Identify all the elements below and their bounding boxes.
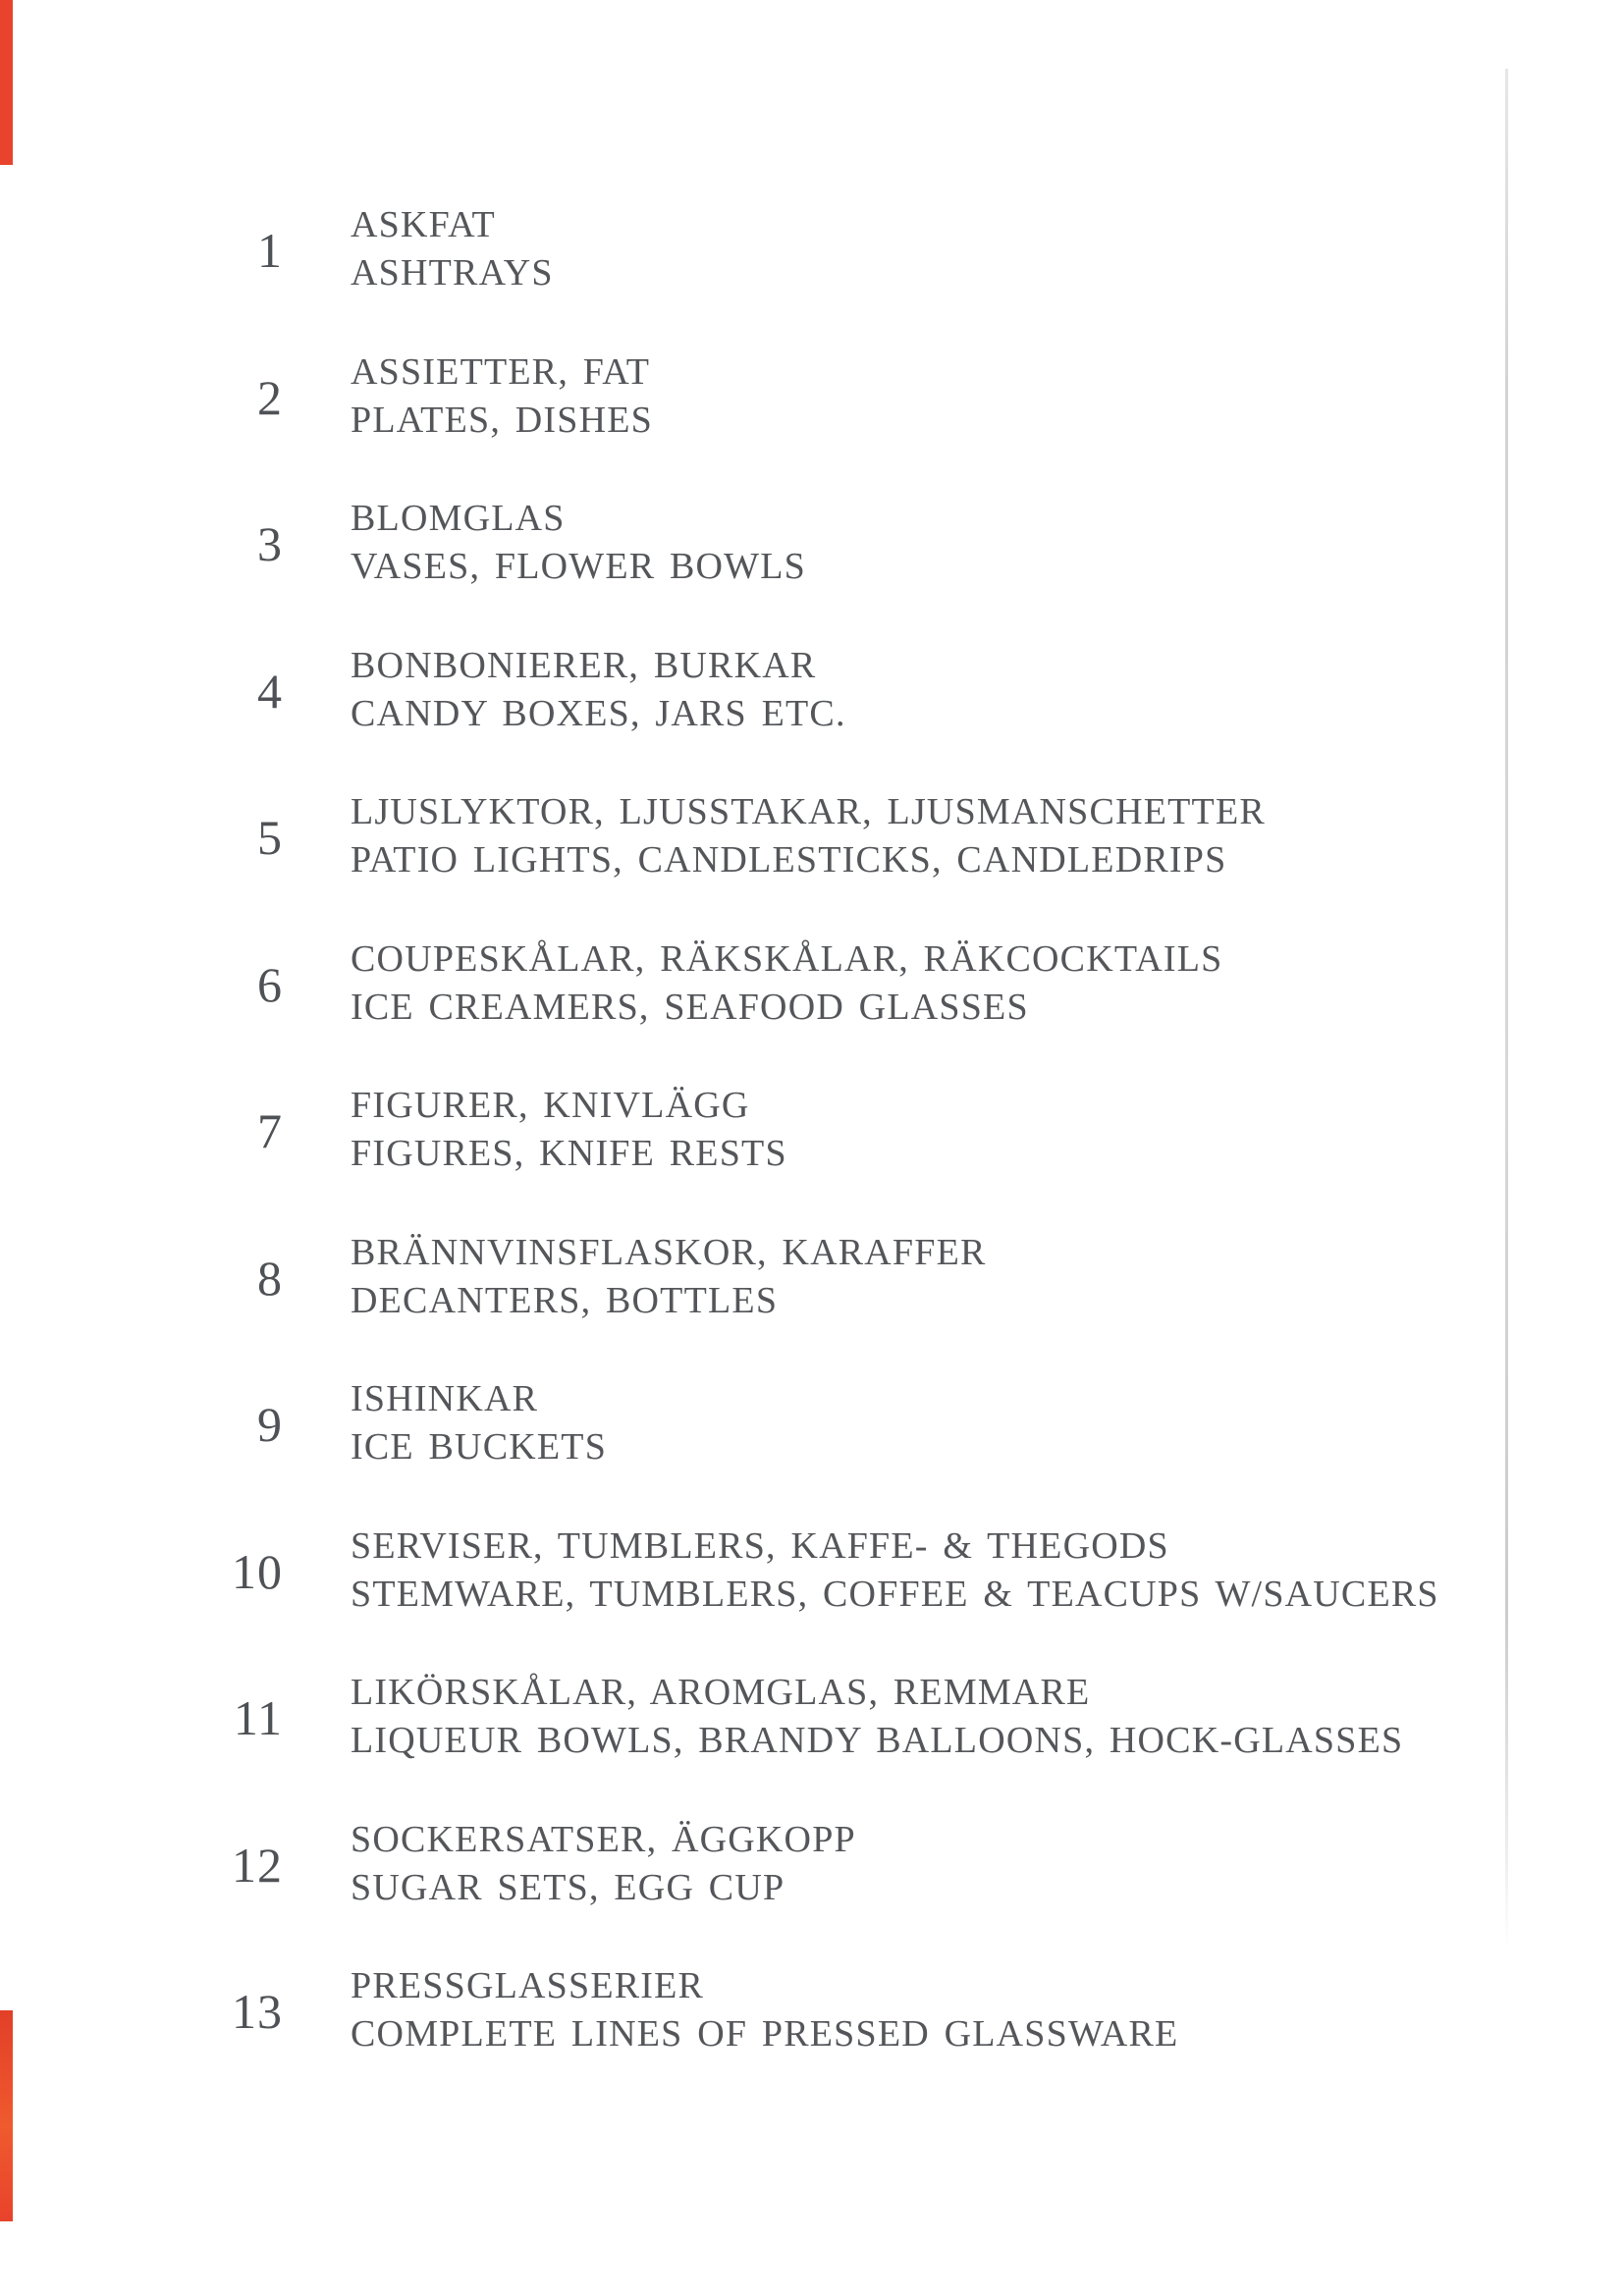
index-row xyxy=(0,1816,1473,1914)
item-title-english: COMPLETE LINES OF PRESSED GLASSWARE xyxy=(351,2013,1179,2055)
index-row xyxy=(0,935,1473,1034)
item-number: 11 xyxy=(233,1690,283,1745)
item-text xyxy=(351,788,1450,884)
item-title-swedish: ASSIETTER, FAT xyxy=(351,350,651,393)
item-number: 1 xyxy=(257,223,283,278)
item-text xyxy=(351,1962,1450,2058)
item-text xyxy=(351,495,1450,591)
index-row xyxy=(0,348,1473,447)
item-number: 8 xyxy=(257,1250,283,1306)
item-title-english: PLATES, DISHES xyxy=(351,399,653,441)
page-fold-scan-line xyxy=(1505,69,1508,1949)
item-title-swedish: ISHINKAR xyxy=(351,1378,539,1419)
item-title-swedish: BLOMGLAS xyxy=(351,498,566,539)
item-text xyxy=(351,1375,1450,1471)
item-title-swedish: LIKÖRSKÅLAR, AROMGLAS, REMMARE xyxy=(351,1672,1091,1713)
index-row xyxy=(0,642,1473,740)
item-title-english: FIGURES, KNIFE RESTS xyxy=(351,1133,787,1174)
item-number: 12 xyxy=(232,1837,283,1893)
item-text xyxy=(351,1522,1450,1619)
item-number: 9 xyxy=(257,1397,283,1452)
index-row xyxy=(0,1082,1473,1180)
index-row xyxy=(0,788,1473,886)
item-number: 3 xyxy=(257,516,283,571)
item-title-swedish: SOCKERSATSER, ÄGGKOPP xyxy=(351,1818,856,1860)
item-title-swedish: ASKFAT xyxy=(351,204,496,245)
item-number: 5 xyxy=(257,810,283,865)
item-number: 13 xyxy=(232,1984,283,2039)
item-text xyxy=(351,348,1450,445)
item-number: 2 xyxy=(257,369,283,425)
item-text xyxy=(351,935,1450,1032)
item-title-english: ICE BUCKETS xyxy=(351,1426,608,1468)
index-row xyxy=(0,1522,1473,1621)
index-row xyxy=(0,1375,1473,1473)
item-title-english: CANDY BOXES, JARS ETC. xyxy=(351,692,846,734)
item-title-english: VASES, FLOWER BOWLS xyxy=(351,546,806,587)
index-row xyxy=(0,1669,1473,1767)
item-text xyxy=(351,1229,1450,1325)
item-title-swedish: SERVISER, TUMBLERS, KAFFE- & THEGODS xyxy=(351,1524,1169,1567)
item-text xyxy=(351,642,1450,738)
item-title-english: PATIO LIGHTS, CANDLESTICKS, CANDLEDRIPS xyxy=(351,839,1227,881)
item-title-swedish: BONBONIERER, BURKAR xyxy=(351,644,817,686)
item-title-swedish: PRESSGLASSERIER xyxy=(351,1965,705,2006)
item-title-english: STEMWARE, TUMBLERS, COFFEE & TEACUPS W/SAUCERS xyxy=(351,1573,1439,1615)
index-row xyxy=(0,1229,1473,1327)
item-title-swedish: BRÄNNVINSFLASKOR, KARAFFER xyxy=(351,1231,987,1273)
item-text xyxy=(351,1082,1450,1178)
item-title-english: ICE CREAMERS, SEAFOOD GLASSES xyxy=(351,986,1029,1028)
item-number: 4 xyxy=(257,663,283,719)
index-row xyxy=(0,495,1473,593)
item-title-swedish: LJUSLYKTOR, LJUSSTAKAR, LJUSMANSCHETTER xyxy=(351,791,1266,832)
item-title-english: LIQUEUR BOWLS, BRANDY BALLOONS, HOCK-GLASSES xyxy=(351,1720,1404,1761)
item-title-swedish: COUPESKÅLAR, RÄKSKÅLAR, RÄKCOCKTAILS xyxy=(351,937,1223,980)
item-text xyxy=(351,201,1450,297)
scan-artifact-red-strip-top xyxy=(0,0,13,165)
item-number: 7 xyxy=(257,1103,283,1158)
item-text xyxy=(351,1669,1450,1765)
item-title-english: ASHTRAYS xyxy=(351,252,554,294)
item-title-english: SUGAR SETS, EGG CUP xyxy=(351,1866,785,1908)
item-text xyxy=(351,1816,1450,1912)
item-number: 10 xyxy=(232,1543,283,1599)
index-row xyxy=(0,1962,1473,2060)
item-number: 6 xyxy=(257,956,283,1012)
index-row xyxy=(0,201,1473,299)
item-title-swedish: FIGURER, KNIVLÄGG xyxy=(351,1085,750,1126)
item-title-english: DECANTERS, BOTTLES xyxy=(351,1279,779,1321)
